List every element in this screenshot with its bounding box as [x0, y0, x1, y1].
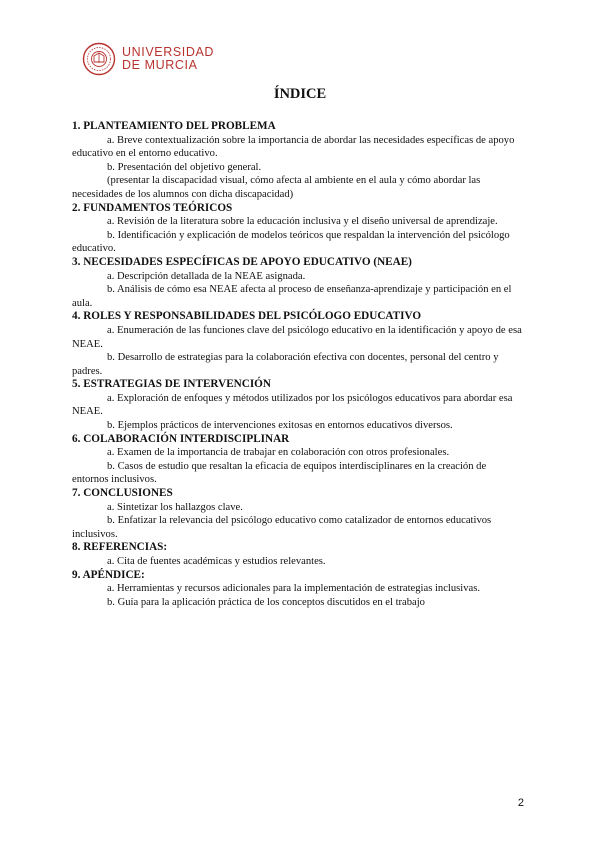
toc-section-9 [72, 569, 524, 610]
section-item: b. Presentación del objetivo general. [107, 161, 262, 173]
section-item: b. Guía para la aplicación práctica de los conceptos discutidos en el trabajo [107, 596, 425, 608]
toc-section-4 [72, 310, 524, 378]
section-item: b. Análisis de cómo esa NEAE afecta al proceso de enseñanza-aprendizaje y participación en el aula. [72, 284, 512, 309]
toc-section-2 [72, 202, 524, 256]
section-note: (presentar la discapacidad visual, cómo afecta al ambiente en el aula y cómo abordar las necesidades de los alumnos con dicha discapacidad) [72, 175, 481, 200]
toc-section-8 [72, 541, 524, 568]
section-item: b. Casos de estudio que resaltan la eficacia de equipos interdisciplinares en la creación de entornos inclusivos. [72, 460, 487, 486]
section-item: a. Herramientas y recursos adicionales para la implementación de estrategias inclusivas. [107, 583, 480, 595]
section-item: b. Ejemplos prácticos de intervenciones exitosas en entornos educativos diversos. [107, 420, 453, 432]
section-item: b. Identificación y explicación de modelos teóricos que respaldan la intervención del psicólogo educativo. [72, 229, 510, 255]
toc-section-7 [72, 487, 524, 541]
section-item: a. Exploración de enfoques y métodos utilizados por los psicólogos educativos para abordar esa NEAE. [72, 392, 513, 418]
section-item: a. Sintetizar los hallazgos clave. [107, 501, 243, 513]
toc-section-3 [72, 256, 524, 310]
section-title: 9. APÉNDICE: [72, 568, 145, 581]
logo-line-2: DE MURCIA [122, 58, 198, 72]
section-item: a. Examen de la importancia de trabajar en colaboración con otros profesionales. [107, 447, 450, 459]
section-item: b. Enfatizar la relevancia del psicólogo educativo como catalizador de entornos educativos inclusivos. [72, 515, 492, 540]
section-item: a. Revisión de la literatura sobre la educación inclusiva y el diseño universal de aprendizaje. [107, 216, 498, 228]
section-title: 5. ESTRATEGIAS DE INTERVENCIÓN [72, 378, 271, 391]
section-title: 2. FUNDAMENTOS TEÓRICOS [72, 201, 233, 214]
toc-section-6 [72, 433, 524, 487]
university-seal-icon [82, 42, 116, 76]
section-title: 6. COLABORACIÓN INTERDISCIPLINAR [72, 432, 290, 445]
section-title: 3. NECESIDADES ESPECÍFICAS DE APOYO EDUCATIVO (NEAE) [72, 255, 412, 268]
page-number: 2 [517, 797, 524, 809]
section-title: 4. ROLES Y RESPONSABILIDADES DEL PSICÓLOGO EDUCATIVO [72, 310, 422, 323]
university-logo [82, 42, 214, 76]
table-of-contents [72, 120, 524, 609]
section-title: 7. CONCLUSIONES [72, 487, 173, 500]
section-item: a. Breve contextualización sobre la importancia de abordar las necesidades específicas de apoyo educativo en el entorno educativo. [72, 134, 515, 160]
section-item: a. Enumeración de las funciones clave del psicólogo educativo en la identificación y apoyo de esa NEAE. [72, 324, 522, 350]
toc-section-5 [72, 378, 524, 432]
section-item: a. Cita de fuentes académicas y estudios relevantes. [107, 556, 326, 567]
logo-line-1: UNIVERSIDAD [122, 45, 215, 59]
logo-text [122, 46, 214, 72]
section-title: 8. REFERENCIAS: [72, 541, 168, 554]
page-title: ÍNDICE [273, 86, 327, 102]
section-item: b. Desarrollo de estrategias para la colaboración efectiva con docentes, personal del centro y padres. [72, 352, 499, 377]
section-title: 1. PLANTEAMIENTO DEL PROBLEMA [72, 120, 276, 132]
toc-section-1 [72, 120, 524, 202]
section-item: a. Descripción detallada de la NEAE asignada. [107, 270, 306, 282]
